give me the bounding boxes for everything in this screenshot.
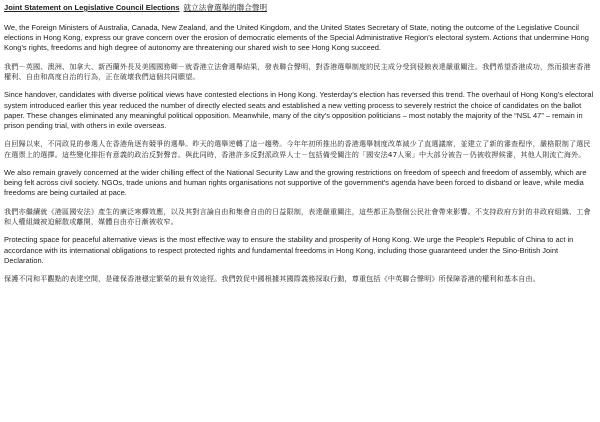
paragraph-3-chinese: 我們亦繼續就《港區國安法》產生的廣泛寒蟬效應，以及其對言論自由和集會自由的日益限制，表達嚴重關注，這些都正為整個公民社會帶來影響。不支持政府方針的非政府組織、工會和人權組織被迫解散或離開，媒體自由亦日漸被收窄。 bbox=[4, 206, 591, 227]
paragraph-1-english: We, the Foreign Ministers of Australia, Canada, New Zealand, and the United Kingdom, and the United States Secretary of State, noting the outcome of the Legislative Council elections in Hong Kong, express our grave concern over the erosion of democratic elements of the Special Administrative Region’s electoral system. Actions that undermine Hong Kong’s rights, freedoms and high degree of autonomy are threatening our shared wish to see Hong Kong succeed. bbox=[4, 23, 589, 53]
paragraph-1-chinese: 我們－英國、澳洲、加拿大、新西蘭外長及美國國務卿－就香港立法會選舉結果，發表聯合聲明，對香港選舉制度的民主成分受到侵蝕表達嚴重關注。我們希望香港成功，然而損害香港權利、自由和高度自治的行為，正在破壞我們這個共同願望。 bbox=[4, 61, 591, 82]
paragraph-4-english: Protecting space for peaceful alternative views is the most effective way to ensure the stability and prosperity of Hong Kong. We urge the People’s Republic of China to act in accordance with its international obligations to respect protected rights and fundamental freedoms in Hong Kong, including those guaranteed under the Sino-British Joint Declaration. bbox=[4, 235, 574, 265]
paragraph-4-chinese: 保護不同和平觀點的表達空間，是確保香港穩定繁榮的最有效途徑。我們敦促中國根據其國際義務採取行動，尊重包括《中英聯合聲明》所保障香港的權利和基本自由。 bbox=[4, 274, 541, 284]
title-chinese: 就立法會選舉的聯合聲明 bbox=[183, 3, 268, 12]
paragraph-2-chinese: 自回歸以來，不同政見的參選人在香港角逐有競爭的選舉。昨天的選舉逆轉了這一趨勢。今年年初所推出的香港選舉制度改革減少了直選議席，並建立了新的審查程序，嚴格限制了選民在選票上的選擇。這些變化排拒有意義的政治反對聲音。與此同時，香港許多反對派政界人士－包括備受關注的「國安法47人案」中大部分被告－仍被收押候審，其他人則流亡海外。 bbox=[4, 139, 591, 159]
paragraph-3-english: We also remain gravely concerned at the wider chilling effect of the National Security Law and the growing restrictions on freedom of speech and freedom of assembly, which are being felt across civil society. NGOs, trade unions and human rights organisations not supportive of the government’s agenda have been forced to disband or leave, while media freedoms are being curtailed at pace. bbox=[4, 168, 587, 198]
statement-document bbox=[4, 3, 596, 292]
statement-title bbox=[4, 3, 596, 13]
title-english: Joint Statement on Legislative Council Elections bbox=[4, 3, 180, 12]
paragraph-2-english: Since handover, candidates with diverse political views have contested elections in Hong Kong. Yesterday’s election has reversed this trend. The overhaul of Hong Kong’s electoral system introduced earlier this year reduced the number of directly elected seats and established a new vetting process to severely restrict the choice of candidates on the ballot paper. These changes eliminated any meaningful political opposition. Meanwhile, many of the city’s opposition politicians – most notably the majority of the “NSL 47” – remain in prison pending trial, with others in exile overseas. bbox=[4, 90, 594, 131]
